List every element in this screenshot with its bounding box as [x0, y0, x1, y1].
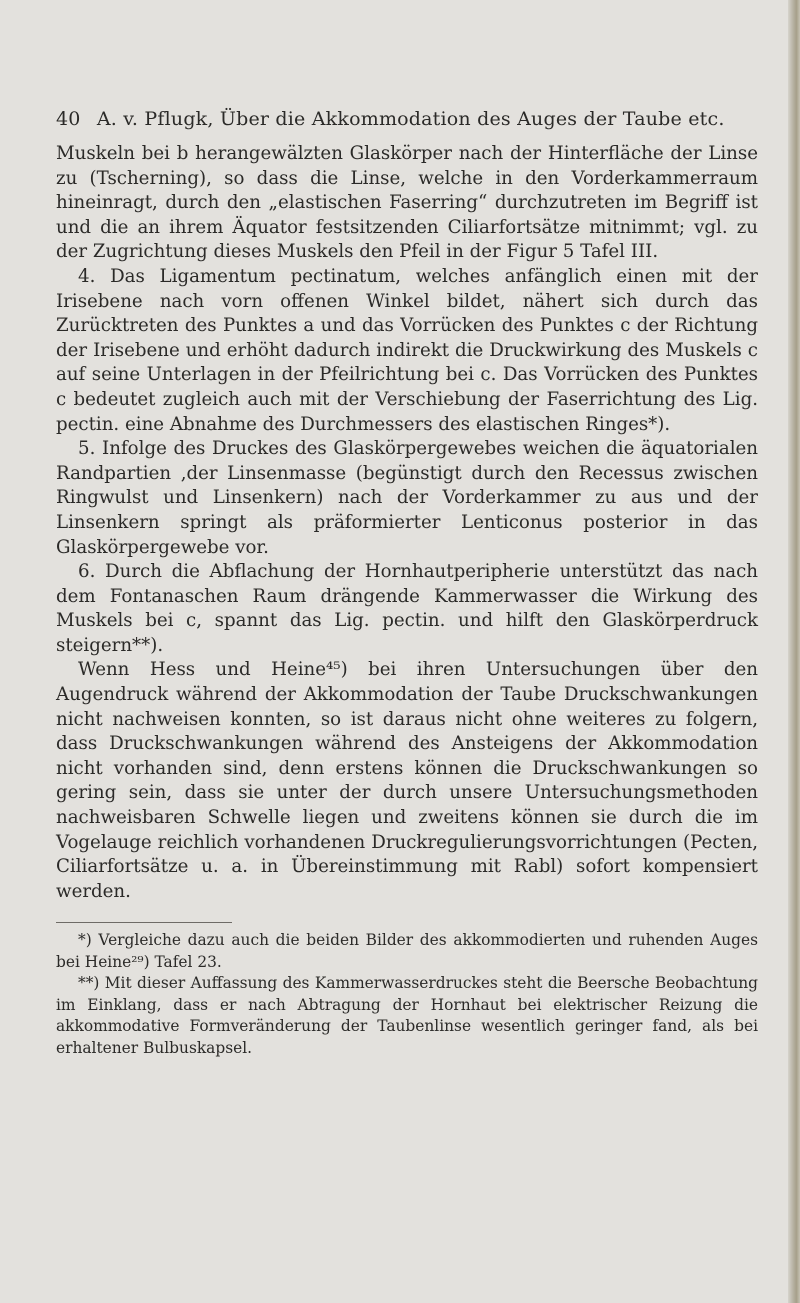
paragraph-continuation: Muskeln bei b herangewälzten Glaskörper nach der Hinterfläche der Linse zu (Tscherning), so dass die Linse, welche in den Vorderkammerraum hineinragt, durch den „elastischen Faserring“ durchzutreten im Begriff ist und die an ihrem Äquator festsitzenden Ciliarfortsätze mitnimmt; vgl. zu der Zugrichtung dieses Muskels den Pfeil in der Figur 5 Tafel III. [56, 143, 758, 263]
footnotes [56, 930, 758, 1060]
paragraph-6: 6. Durch die Abflachung der Hornhautperipherie unterstützt das nach dem Fontanaschen Raum drängende Kammerwasser die Wirkung des Muskels bei c, spannt das Lig. pectin. und hilft den Glaskörperdruck steigern**). [56, 561, 758, 656]
paragraph-4: 4. Das Ligamentum pectinatum, welches anfänglich einen mit der Irisebene nach vorn offenen Winkel bildet, nähert sich durch das Zurücktreten des Punktes a und das Vorrücken des Punktes c der Richtung der Irisebene und erhöht dadurch indirekt die Druckwirkung des Muskels c auf seine Unterlagen in der Pfeilrichtung bei c. Das Vorrücken des Punktes c bedeutet zugleich auch mit der Verschiebung der Faserrichtung des Lig. pectin. eine Abnahme des Durchmessers des elastischen Ringes*). [56, 265, 758, 435]
body-text [56, 142, 758, 904]
page-number: 40 [56, 108, 81, 130]
paragraph-hess-heine: Wenn Hess und Heine⁴⁵) bei ihren Untersuchungen über den Augendruck während der Akkommodation der Taube Druckschwankungen nicht nachweisen konnten, so ist daraus nicht ohne weiteres zu folgern, dass Druckschwankungen während des Ansteigens der Akkommodation nicht vorhanden sind, denn erstens können die Druckschwankungen so gering sein, dass sie unter der durch unsere Untersuchungsmethoden nachweisbaren Schwelle liegen und zweitens können sie durch die im Vogelauge reichlich vorhandenen Druckregulierungsvorrichtungen (Pecten, Ciliarfortsätze u. a. in Übereinstimmung mit Rabl) sofort kompensiert werden. [56, 659, 758, 902]
footnote-1: *) Vergleiche dazu auch die beiden Bilder des akkommodierten und ruhenden Auges bei Heine²⁹) Tafel 23. [56, 931, 758, 971]
footnote-separator [56, 922, 232, 923]
page-edge [788, 0, 800, 1303]
paragraph-5: 5. Infolge des Druckes des Glaskörpergewebes weichen die äquatorialen Randpartien ,der Linsenmasse (begünstigt durch den Recessus zwischen Ringwulst und Linsenkern) nach der Vorderkammer zu aus und der Linsenkern springt als präformierter Lenticonus posterior in das Glaskörpergewebe vor. [56, 438, 758, 558]
running-title: A. v. Pflugk, Über die Akkommodation des Auges der Taube etc. [96, 108, 725, 130]
footnote-2: **) Mit dieser Auffassung des Kammerwasserdruckes steht die Beersche Beobachtung im Einklang, dass er nach Abtragung der Hornhaut bei elektrischer Reizung die akkommodative Formveränderung der Taubenlinse wesentlich geringer fand, als bei erhaltener Bulbuskapsel. [56, 974, 758, 1057]
running-header [56, 108, 756, 130]
